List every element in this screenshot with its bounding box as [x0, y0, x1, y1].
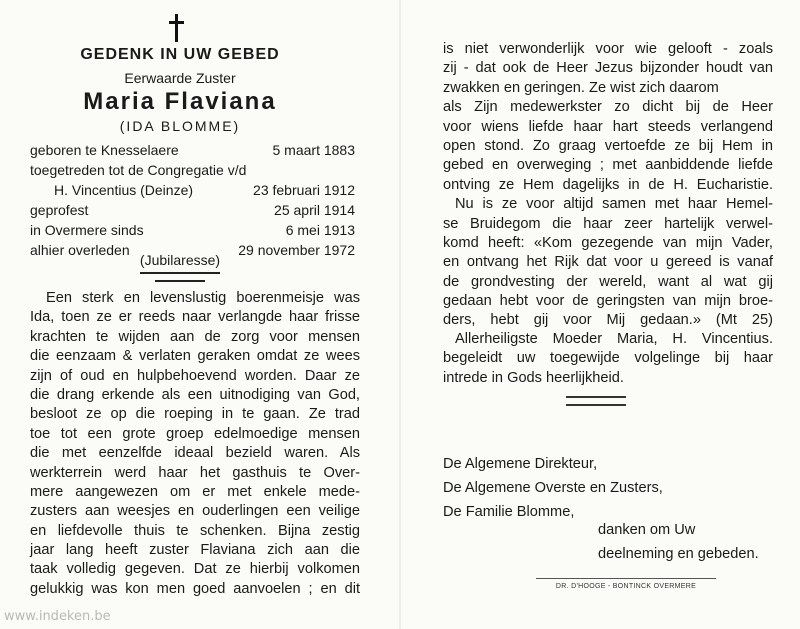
text-line: besloot ze op die roeping in te gaan. Ze trad: [30, 406, 360, 423]
signatory-line: De Algemene Overste en Zusters,: [443, 480, 663, 496]
text-line: en liefdevolle thuis te schenken. Bijna zestig: [30, 522, 360, 539]
text-line: ders, hebt gij voor Mij gedaan.» (Mt 25): [443, 312, 773, 329]
text-line: toe tot een grote groep edelmoedige mensen: [30, 425, 360, 442]
divider-line: [140, 272, 220, 274]
text-line: intrede in Gods heerlijkheid.: [443, 369, 624, 386]
right-paragraph-2: [443, 330, 773, 388]
card-fold: [399, 0, 401, 629]
jubilee-note: (Jubilaresse): [139, 252, 221, 268]
text-line: begeleidt uw toegewijde volgelinge bij haar: [443, 350, 773, 367]
header-line-2: Eerwaarde Zuster: [124, 70, 236, 86]
printer-credit: DR. D'HOOGE - BONTINCK OVERMERE: [555, 583, 697, 590]
text-line: gedaan hebt voor de geringsten van mijn broe-: [443, 293, 773, 310]
fact-row: [30, 140, 355, 160]
divider-line: [155, 280, 205, 282]
text-line: ontving ze Hem dagelijks in de H. Eucharistie.: [443, 176, 773, 193]
text-line: en ontvang het Rijk dat voor u gereed is vanaf: [443, 254, 773, 271]
fact-label: H. Vincentius (Deinze): [54, 182, 194, 198]
signatory-line: De Algemene Direkteur,: [443, 456, 598, 472]
text-line: de grondvesting der wereld, want al wat gij: [443, 273, 773, 290]
watermark: www.indeken.be: [4, 609, 111, 624]
text-line: Een sterk en levenslustig boerenmeisje was: [46, 290, 360, 306]
fact-label: alhier overleden: [30, 242, 130, 258]
fact-row: [30, 200, 355, 220]
text-line: die met eenzelfde ideaal bezield waren. Als: [30, 445, 360, 462]
text-line: open stond. Zo graag vertoefde ze bij Hem in: [443, 137, 773, 154]
text-line: komd heeft: «Kom gezegende van mijn Vader,: [443, 234, 773, 251]
signatory-line: De Familie Blomme,: [443, 504, 575, 520]
text-line: gebed en overweging ; met aanbiddende liefde: [443, 157, 773, 174]
fact-value: 5 maart 1883: [272, 142, 355, 158]
fact-row: [30, 220, 355, 240]
text-line: zij - dat ook de Heer Jezus bijzonder houdt van: [443, 60, 773, 77]
right-paragraph-1: [443, 40, 773, 331]
fact-label: toegetreden tot de Congregatie v/d: [30, 162, 247, 178]
fact-value: 6 mei 1913: [285, 222, 355, 238]
text-line: gelukkig was kon men goed aanvoelen ; en dit: [30, 580, 360, 597]
fact-label: geboren te Knesselaere: [30, 142, 179, 158]
thanks-line: danken om Uw: [598, 522, 696, 538]
deceased-name: Maria Flaviana: [83, 88, 277, 115]
deceased-civil-name: (IDA BLOMME): [119, 118, 241, 134]
text-line: Ida, toen ze er reeds naar verlangde haar frisse: [30, 309, 360, 326]
text-line: jaar lang heeft zuster Flaviana zich aan die: [30, 542, 360, 559]
divider-line: [566, 404, 626, 406]
text-line: krachten te wijden aan de zorg voor mensen: [30, 328, 360, 345]
text-line: se Bruidegom die haar zeer hartelijk verwel-: [443, 215, 773, 232]
fact-label: geprofest: [30, 202, 89, 218]
thanks-line: deelneming en gebeden.: [598, 546, 759, 562]
left-paragraph: [30, 289, 360, 599]
fact-value: 25 april 1914: [274, 202, 355, 218]
divider-line: [566, 396, 626, 398]
text-line: die drang erkende als een uitnodiging van God,: [30, 386, 360, 403]
text-line: Allerheiligste Moeder Maria, H. Vincentius.: [455, 331, 773, 347]
life-facts: [30, 140, 355, 260]
fact-label: in Overmere sinds: [30, 222, 144, 238]
text-line: Nu is ze voor altijd samen met haar Hemel-: [455, 196, 773, 213]
header-line-1: GEDENK IN UW GEBED: [80, 46, 280, 63]
text-line: zusters aan weesjes en ouderlingen een veilige: [30, 503, 360, 520]
text-line: is niet verwonderlijk voor wie gelooft - zoals: [443, 41, 773, 57]
text-line: taak volledig gegeven. Dat ze hierbij volkomen: [30, 561, 360, 578]
text-line: mere aangewezen om er met enkele mede-: [30, 483, 360, 500]
cross-icon: [166, 14, 186, 44]
text-line: zwakken en geringen. Ze wist zich daarom: [443, 79, 719, 96]
text-line: als Zijn medewerkster zo dicht bij de Heer: [443, 99, 773, 116]
text-line: die eenzaam & verlaten geraken omdat ze wees: [30, 348, 360, 365]
text-line: voor wiens liefde haar hart steeds verlangend: [443, 118, 773, 135]
fact-value: 29 november 1972: [238, 242, 355, 258]
fact-value: 23 februari 1912: [253, 182, 355, 198]
fact-row: [30, 180, 355, 200]
divider-line: [536, 578, 716, 579]
text-line: werkterrein werd haar het gasthuis te Over-: [30, 464, 360, 481]
text-line: zijn of oud en hulpbehoevend worden. Daar ze: [30, 367, 360, 384]
fact-row: [30, 160, 355, 180]
